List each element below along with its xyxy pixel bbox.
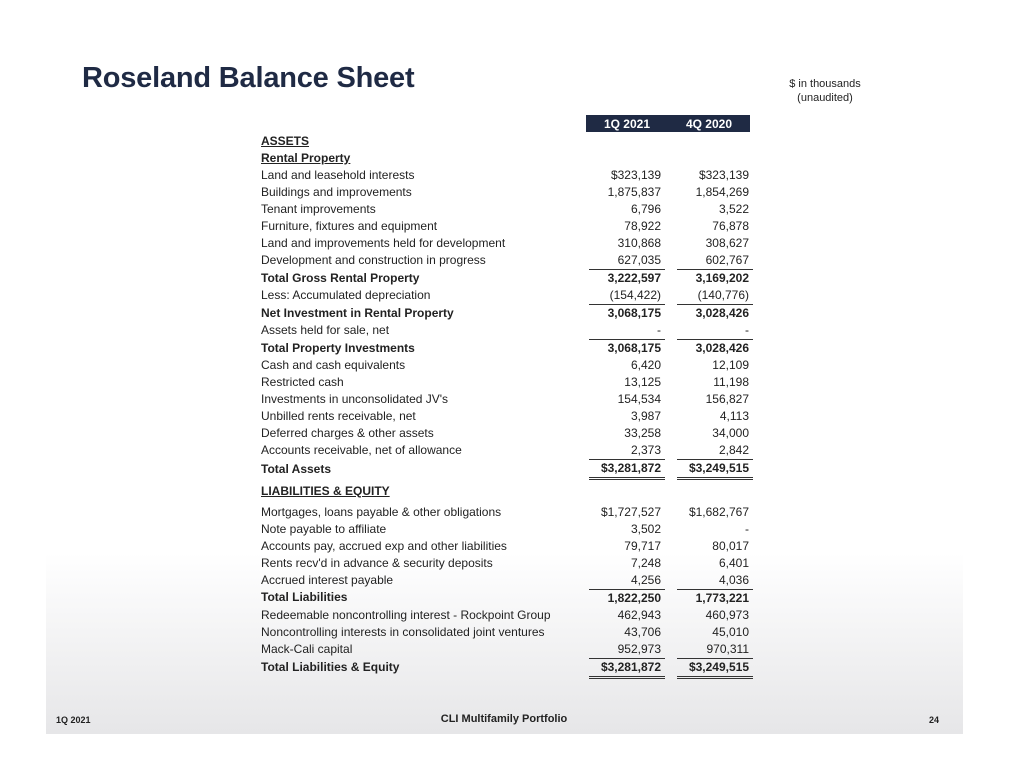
table-row <box>258 322 753 340</box>
row-label: Land and leasehold interests <box>261 168 415 182</box>
table-row <box>258 538 753 555</box>
row-label: Cash and cash equivalents <box>261 358 406 372</box>
table-row <box>258 504 753 521</box>
row-label: Total Liabilities <box>261 590 348 605</box>
value-4q2020 <box>677 133 753 150</box>
column-gap <box>665 572 677 590</box>
column-gap <box>665 374 677 391</box>
row-label: Total Property Investments <box>261 340 415 355</box>
value-1q2021: 4,256 <box>630 572 661 587</box>
table-row <box>258 201 753 218</box>
column-gap <box>665 150 677 167</box>
value-4q2020: 970,311 <box>706 641 749 656</box>
column-gap <box>665 408 677 425</box>
value-1q2021: 3,068,175 <box>589 340 665 358</box>
value-4q2020: 12,109 <box>712 358 749 372</box>
table-row <box>258 641 753 659</box>
column-gap <box>665 391 677 408</box>
row-label: Less: Accumulated depreciation <box>261 288 431 303</box>
table-row <box>258 555 753 572</box>
value-1q2021: $323,139 <box>610 168 661 182</box>
value-4q2020: 3,522 <box>718 202 749 216</box>
value-1q2021: - <box>657 323 661 337</box>
column-gap <box>665 641 677 659</box>
row-label: Accounts receivable, net of allowance <box>261 443 462 458</box>
value-4q2020: $3,249,515 <box>677 658 753 677</box>
footer-title: CLI Multifamily Portfolio <box>440 713 568 725</box>
value-4q2020: 80,017 <box>712 538 749 553</box>
table-row <box>258 167 753 184</box>
value-4q2020: 3,028,426 <box>677 340 753 358</box>
column-gap <box>665 555 677 572</box>
row-label: Unbilled rents receivable, net <box>261 409 416 423</box>
column-gap <box>665 624 677 641</box>
table-row <box>258 408 753 425</box>
column-gap <box>665 218 677 235</box>
value-1q2021: 6,420 <box>630 358 661 372</box>
column-gap <box>665 607 677 624</box>
page-number: 24 <box>929 715 940 725</box>
value-4q2020: 3,028,426 <box>677 305 753 323</box>
value-4q2020: $3,249,515 <box>677 460 753 479</box>
row-label: Land and improvements held for development <box>261 236 506 250</box>
row-label: Accrued interest payable <box>261 572 394 587</box>
value-4q2020: 156,827 <box>705 392 749 406</box>
column-gap <box>665 538 677 555</box>
row-label: LIABILITIES & EQUITY <box>261 483 390 498</box>
value-4q2020: 460,973 <box>705 607 749 622</box>
column-gap <box>665 305 677 323</box>
value-1q2021: $1,727,527 <box>600 504 661 519</box>
value-1q2021 <box>589 133 665 150</box>
value-1q2021: 310,868 <box>617 236 661 250</box>
row-label: Note payable to affiliate <box>261 521 387 536</box>
column-gap <box>665 442 677 460</box>
column-header-1q2021: 1Q 2021 <box>603 117 651 131</box>
column-gap <box>665 184 677 201</box>
column-gap <box>665 235 677 252</box>
column-gap <box>665 357 677 374</box>
table-row <box>258 589 753 607</box>
value-1q2021: 13,125 <box>624 375 661 389</box>
column-gap <box>665 658 677 677</box>
table-row <box>258 235 753 252</box>
table-row <box>258 305 753 323</box>
column-gap <box>665 322 677 340</box>
value-1q2021: 3,502 <box>630 521 661 536</box>
row-label: Net Investment in Rental Property <box>261 305 454 320</box>
value-4q2020: 4,113 <box>719 409 749 423</box>
value-1q2021: 952,973 <box>617 641 661 656</box>
value-4q2020: 4,036 <box>718 572 749 587</box>
column-gap <box>665 270 677 288</box>
table-row <box>258 357 753 374</box>
column-gap <box>665 425 677 442</box>
row-label: Deferred charges & other assets <box>261 426 434 440</box>
value-1q2021: (154,422) <box>609 288 661 302</box>
table-row <box>258 442 753 460</box>
value-1q2021: 154,534 <box>617 392 661 406</box>
value-1q2021: 2,373 <box>630 443 661 457</box>
value-1q2021: 79,717 <box>624 538 661 553</box>
value-4q2020: 308,627 <box>705 236 749 250</box>
table-row <box>258 624 753 641</box>
table-row <box>258 391 753 408</box>
page-title: Roseland Balance Sheet <box>82 62 415 94</box>
table-row <box>258 460 753 479</box>
table-row <box>258 184 753 201</box>
column-gap <box>665 252 677 270</box>
column-gap <box>665 287 677 305</box>
row-label: Mack-Cali capital <box>261 641 353 656</box>
value-1q2021: 627,035 <box>617 253 661 267</box>
table-row <box>258 572 753 590</box>
value-4q2020: 1,773,221 <box>677 589 753 607</box>
value-4q2020: 3,169,202 <box>677 270 753 288</box>
row-label: Total Gross Rental Property <box>261 270 420 285</box>
row-label: ASSETS <box>261 134 310 148</box>
value-4q2020: (140,776) <box>697 288 749 302</box>
units-note <box>787 78 863 105</box>
value-1q2021: 3,222,597 <box>589 270 665 288</box>
value-4q2020: 602,767 <box>705 253 749 267</box>
table-row <box>258 270 753 288</box>
column-gap <box>665 201 677 218</box>
units-line: $ in thousands <box>789 78 861 90</box>
value-4q2020: 1,854,269 <box>695 185 749 199</box>
row-label: Rents recv'd in advance & security deposits <box>261 555 493 570</box>
column-gap <box>665 504 677 521</box>
column-gap <box>665 460 677 479</box>
row-label: Redeemable noncontrolling interest - Rockpoint Group <box>261 607 551 622</box>
column-gap <box>665 167 677 184</box>
value-1q2021: $3,281,872 <box>589 460 665 479</box>
table-row <box>258 218 753 235</box>
row-label: Furniture, fixtures and equipment <box>261 219 438 233</box>
value-4q2020: 34,000 <box>712 426 749 440</box>
column-header-bar <box>586 115 750 132</box>
column-gap <box>665 479 677 504</box>
value-4q2020: 76,878 <box>712 219 749 233</box>
value-1q2021: $3,281,872 <box>589 658 665 677</box>
row-label: Mortgages, loans payable & other obligations <box>261 504 502 519</box>
table-row <box>258 425 753 442</box>
column-gap <box>665 521 677 538</box>
row-label: Rental Property <box>261 151 351 165</box>
column-gap <box>665 133 677 150</box>
value-1q2021: 78,922 <box>624 219 661 233</box>
value-4q2020: - <box>745 323 749 337</box>
table-row <box>258 607 753 624</box>
table-row <box>258 252 753 270</box>
value-1q2021: 1,822,250 <box>589 589 665 607</box>
value-4q2020: 6,401 <box>718 555 749 570</box>
table-row <box>258 340 753 358</box>
table-row <box>258 374 753 391</box>
value-4q2020 <box>677 479 753 504</box>
row-label: Restricted cash <box>261 375 344 389</box>
row-label: Accounts pay, accrued exp and other liabilities <box>261 538 507 553</box>
value-1q2021 <box>589 479 665 504</box>
balance-sheet-table <box>258 133 753 679</box>
column-header-4q2020: 4Q 2020 <box>685 117 733 131</box>
value-4q2020: $323,139 <box>698 168 749 182</box>
section-header-row <box>258 133 753 150</box>
table-row <box>258 658 753 677</box>
value-4q2020: 11,198 <box>713 375 749 389</box>
row-label: Tenant improvements <box>261 202 376 216</box>
value-4q2020: 2,842 <box>718 443 749 457</box>
unaudited-line: (unaudited) <box>797 91 853 104</box>
value-4q2020 <box>677 150 753 167</box>
footer-period: 1Q 2021 <box>56 715 91 725</box>
section-header-row <box>258 150 753 167</box>
row-label: Noncontrolling interests in consolidated joint ventures <box>261 624 545 639</box>
value-1q2021: 1,875,837 <box>607 185 661 199</box>
row-label: Buildings and improvements <box>261 185 412 199</box>
value-1q2021: 3,068,175 <box>589 305 665 323</box>
row-label: Development and construction in progress <box>261 253 486 268</box>
row-label: Assets held for sale, net <box>261 323 390 338</box>
value-4q2020: 45,010 <box>712 624 749 639</box>
value-4q2020: $1,682,767 <box>688 504 749 519</box>
row-label: Total Assets <box>261 461 332 476</box>
value-1q2021: 3,987 <box>630 409 661 423</box>
table-row <box>258 521 753 538</box>
value-1q2021 <box>589 150 665 167</box>
row-label: Investments in unconsolidated JV's <box>261 392 449 406</box>
value-1q2021: 462,943 <box>617 607 661 622</box>
value-4q2020: - <box>745 521 749 536</box>
column-gap <box>665 340 677 358</box>
value-1q2021: 33,258 <box>624 426 661 440</box>
column-gap <box>665 589 677 607</box>
value-1q2021: 43,706 <box>624 624 661 639</box>
table-row <box>258 287 753 305</box>
value-1q2021: 7,248 <box>630 555 661 570</box>
row-label: Total Liabilities & Equity <box>261 660 400 674</box>
value-1q2021: 6,796 <box>630 202 661 216</box>
section-header-row <box>258 479 753 504</box>
